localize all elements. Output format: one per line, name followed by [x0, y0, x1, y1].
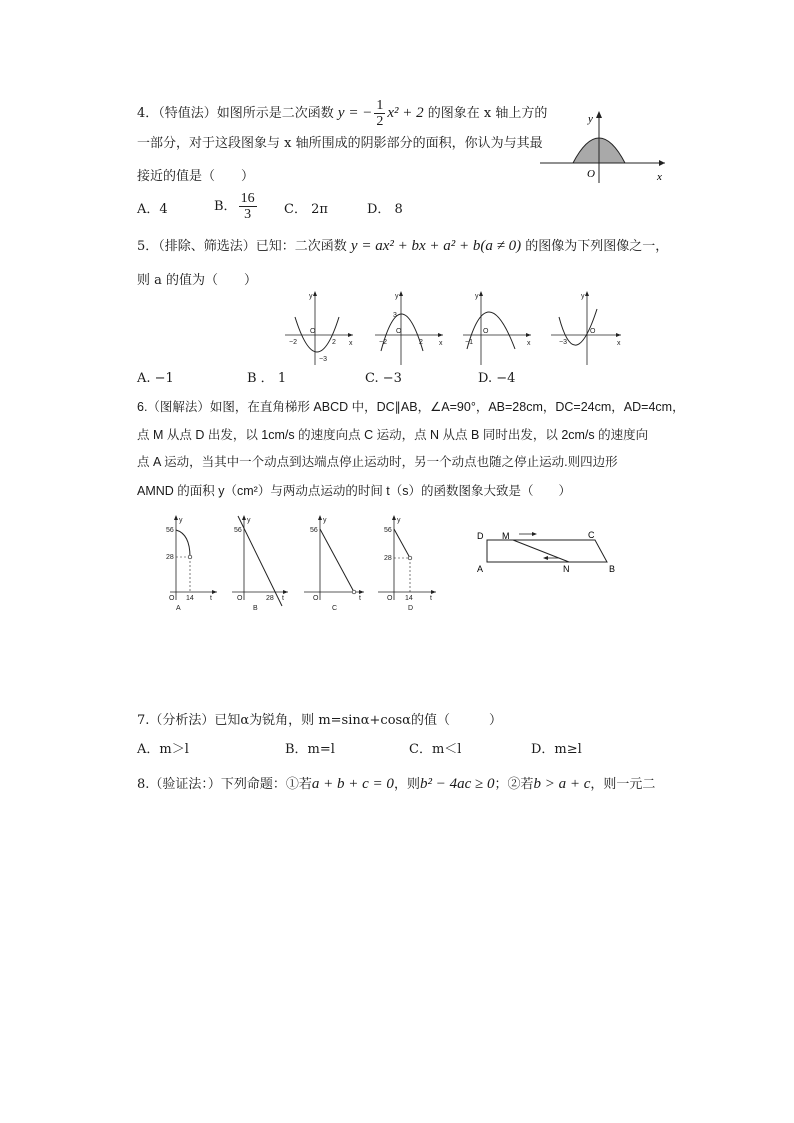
q5-g2-3: 3: [393, 312, 397, 319]
q8-formula-3: b > a + c: [533, 776, 591, 792]
q5-g2-o: O: [396, 328, 402, 335]
q5-g4-neg3: −3: [559, 339, 567, 346]
trap-label-m: M: [502, 531, 510, 541]
q6-gd-t: t: [430, 595, 432, 602]
q4-option-d: D． 8: [367, 202, 403, 217]
q5-g3-x: x: [527, 340, 531, 347]
q4-optb-den: 3: [244, 207, 252, 222]
q6-ga-56: 56: [166, 527, 174, 534]
q5-graph-3: [463, 291, 531, 365]
q6-ga-t: t: [210, 595, 212, 602]
trap-label-c: C: [588, 530, 595, 540]
q5-g1-2: 2: [332, 339, 336, 346]
q4-y-arrow: [596, 111, 602, 118]
q5-g1-x: x: [349, 340, 353, 347]
q6-graph-a: [166, 515, 217, 612]
q5-g2-y: y: [395, 293, 399, 300]
q4-option-b-label: B．: [214, 199, 237, 214]
trap-label-d: D: [477, 531, 484, 541]
q6-gb-name: B: [253, 605, 258, 612]
q6-gc-t: t: [359, 595, 361, 602]
q6-gd-56: 56: [384, 527, 392, 534]
q5-g1-neg2: −2: [289, 339, 297, 346]
q5-g2-x: x: [439, 340, 443, 347]
q5-option-b: B ． 1: [247, 371, 287, 386]
q6-gb-t: t: [282, 595, 284, 602]
q5-g3-neg1: −1: [465, 339, 473, 346]
q4-formula-tail: x² + 2: [387, 105, 424, 121]
q5-line1: [137, 237, 668, 256]
q6-graph-d: [378, 515, 436, 612]
q8-formula-1: a + b + c = 0: [311, 776, 394, 792]
q8-suffix: ，则一元二: [590, 777, 656, 792]
q6-graphs: [162, 512, 462, 612]
q7-option-a: A．m＞l: [137, 742, 189, 757]
q5-line2: 则 a 的值为（ ）: [137, 273, 258, 288]
q6-trapezoid: [475, 528, 625, 574]
q4-figure: [535, 108, 670, 188]
q6-gb-56: 56: [234, 527, 242, 534]
q4-frac-den: 2: [376, 114, 384, 129]
q4-formula: y = −: [337, 105, 373, 121]
q5-g4-o: O: [590, 328, 596, 335]
q6-line2: 点 M 从点 D 出发，以 1cm/s 的速度向点 C 运动，点 N 从点 B 同时出发，以 2cm/s 的速度向: [137, 428, 649, 442]
trap-label-a: A: [477, 564, 484, 574]
q6-gc-56: 56: [310, 527, 318, 534]
q5-g4-x: x: [617, 340, 621, 347]
q8-line1: [137, 775, 655, 794]
q4-suffix: 的图象在 x 轴上方的: [427, 106, 548, 121]
q8-mid-1: ，则: [393, 777, 420, 792]
q5-graphs: [283, 287, 643, 369]
q6-gc-name: C: [332, 605, 338, 612]
q6-gc-o: O: [313, 595, 319, 602]
q4-option-b: [214, 191, 259, 222]
q4-optb-num: 16: [240, 191, 255, 206]
q5-g1-o: O: [310, 328, 316, 335]
q5-suffix: 的图像为下列图像之一，: [525, 239, 669, 254]
q4-fraction: [374, 98, 385, 129]
q7-option-c: C．m＜l: [409, 742, 462, 757]
q6-ga-14: 14: [186, 595, 194, 602]
q4-line2: 一部分，对于这段图象与 x 轴所围成的阴影部分的面积，你认为与其最: [137, 136, 543, 151]
q6-gd-y: y: [397, 517, 401, 524]
q4-x-arrow: [659, 160, 665, 166]
q5-g4-y: y: [581, 293, 585, 300]
q4-option-b-fraction: [239, 191, 257, 222]
q5-g1-y: y: [309, 293, 313, 300]
q6-line4: AMND 的面积 y（cm²）与两动点运动的时间 t（s）的函数图象大致是（ ）: [137, 484, 572, 498]
q5-g3-y: y: [475, 293, 479, 300]
segment-mn: [513, 540, 569, 562]
q6-gd-14: 14: [405, 595, 413, 602]
q6-gb-o: O: [237, 595, 243, 602]
q4-line3: 接近的值是（ ）: [137, 169, 255, 184]
q5-graph-1: [285, 291, 353, 365]
q4-option-a: A．4: [137, 202, 168, 217]
q4-fig-o: O: [587, 168, 595, 180]
q6-graph-c: [304, 515, 364, 612]
q4-frac-num: 1: [376, 98, 384, 113]
q5-prefix: 5．（排除、筛选法）已知：二次函数: [137, 239, 347, 254]
q6-ga-y: y: [179, 517, 183, 524]
q4-fig-y: y: [588, 113, 593, 125]
q7-line1: 7.（分析法）已知α为锐角，则 m=sinα+cosα的值（ ）: [137, 713, 502, 728]
q5-g3-o: O: [483, 328, 489, 335]
q6-gb-28: 28: [266, 595, 274, 602]
trap-label-n: N: [563, 564, 570, 574]
q6-gd-o: O: [387, 595, 393, 602]
q8-mid-2: ；②若: [494, 777, 534, 792]
q5-g1-neg3: −3: [319, 356, 327, 363]
q5-formula: y = ax² + bx + a² + b(a ≠ 0): [350, 238, 522, 254]
q5-graph-4: [551, 291, 621, 365]
q4-line1: [137, 98, 547, 129]
trap-label-b: B: [609, 564, 616, 574]
q8-formula-2: b² − 4ac ≥ 0: [419, 776, 495, 792]
q6-gb-y: y: [247, 517, 251, 524]
q5-option-d: D. −4: [478, 371, 516, 386]
q5-option-c: C. −3: [365, 371, 402, 386]
q6-line3: 点 A 运动，当其中一个动点到达端点停止运动时，另一个动点也随之停止运动.则四边形: [137, 455, 618, 469]
q5-g2-neg2: −2: [379, 339, 387, 346]
q6-gd-name: D: [408, 605, 414, 612]
q4-option-c: C． 2π: [284, 202, 328, 217]
q4-fig-x: x: [657, 171, 662, 183]
q6-ga-o: O: [169, 595, 175, 602]
q6-gd-28: 28: [384, 555, 392, 562]
q8-prefix: 8.（验证法：）下列命题：①若: [137, 777, 312, 792]
q6-graph-b: [232, 515, 288, 612]
q5-g2-2: 2: [419, 339, 423, 346]
q4-prefix: 4．（特值法）如图所示是二次函数: [137, 106, 334, 121]
q6-line1: 6.（图解法）如图，在直角梯形 ABCD 中，DC∥AB，∠A=90°，AB=28cm，DC=24cm，AD=4cm，: [137, 400, 685, 414]
q6-gc-y: y: [323, 517, 327, 524]
q6-ga-name: A: [176, 605, 181, 612]
q7-option-d: D．m≥l: [531, 742, 582, 757]
q5-option-a: A. −1: [137, 371, 174, 386]
q5-graph-2: [375, 291, 443, 365]
q7-option-b: B．m=l: [285, 742, 335, 757]
q6-ga-28: 28: [166, 554, 174, 561]
